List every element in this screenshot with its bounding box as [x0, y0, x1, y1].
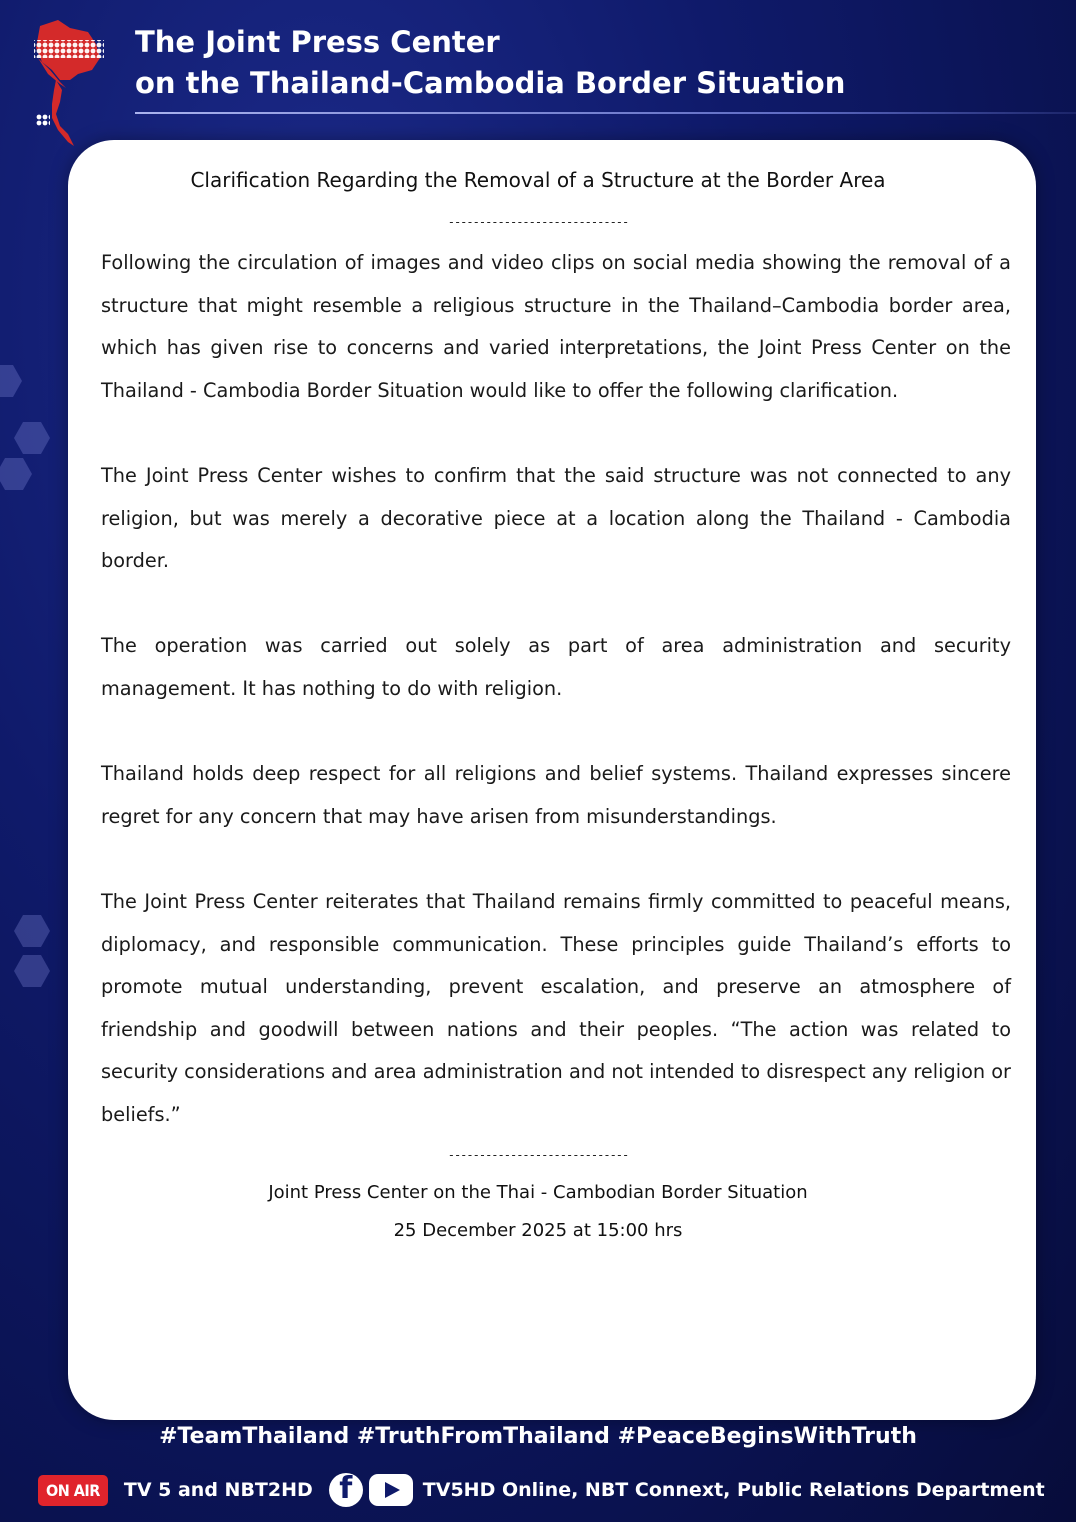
paragraph: The operation was carried out solely as part of area administration and security management. It has nothing to do with religion.: [101, 634, 1011, 700]
hashtags: #TeamThailand #TruthFromThailand #PeaceBeginsWithTruth: [159, 1424, 917, 1449]
divider-top: -----------------------------: [447, 215, 629, 229]
divider-bottom: -----------------------------: [447, 1148, 629, 1162]
header-title: [135, 22, 845, 104]
footer-broadcast-bar: [38, 1472, 1045, 1508]
paragraph: The Joint Press Center reiterates that Thailand remains firmly committed to peaceful means, diplomacy, and responsible communication. These principles guide Thailand’s efforts to promote mutual understanding, prevent escalation, and preserve an atmosphere of friendship and goodwill between nations and their peoples. “The action was related to security considerations and area administration and not intended to disrespect any religion or beliefs.”: [101, 889, 1011, 1126]
signature: Joint Press Center on the Thai - Cambodian Border Situation: [268, 1182, 808, 1203]
youtube-icon: [369, 1474, 413, 1506]
document-title: Clarification Regarding the Removal of a Structure at the Border Area: [190, 168, 886, 192]
paragraph: Following the circulation of images and video clips on social media showing the removal of a structure that might resemble a religious structure in the Thailand–Cambodia border area, which has given rise to concerns and varied interpretations, the Joint Press Center on the Thailand - Cambodia Border Situation would like to offer the following clarification.: [101, 251, 1011, 402]
tv-channels: TV 5 and NBT2HD: [123, 1479, 313, 1501]
decorative-hexagon: [14, 422, 50, 454]
header-divider: [135, 112, 1076, 114]
facebook-icon: [329, 1473, 363, 1507]
thailand-map-flag-icon: [30, 18, 108, 153]
document-body: [101, 242, 1011, 1179]
decorative-hexagon: [0, 365, 22, 397]
decorative-hexagon: [14, 955, 50, 987]
paragraph: The Joint Press Center wishes to confirm that the said structure was not connected to any religion, but was merely a decorative piece at a location along the Thailand - Cambodia border.: [101, 463, 1011, 573]
paragraph: Thailand holds deep respect for all religions and belief systems. Thailand expresses sincere regret for any concern that may have arisen from misunderstandings.: [101, 762, 1011, 828]
header-title-line1: The Joint Press Center: [135, 25, 500, 59]
on-air-badge: ON AIR: [38, 1475, 108, 1506]
issue-date: 25 December 2025 at 15:00 hrs: [393, 1220, 683, 1241]
online-channels: TV5HD Online, NBT Connext, Public Relations Department: [422, 1479, 1045, 1501]
decorative-hexagon: [14, 915, 50, 947]
decorative-hexagon: [0, 458, 32, 490]
header-title-line2: on the Thailand-Cambodia Border Situation: [135, 66, 846, 100]
